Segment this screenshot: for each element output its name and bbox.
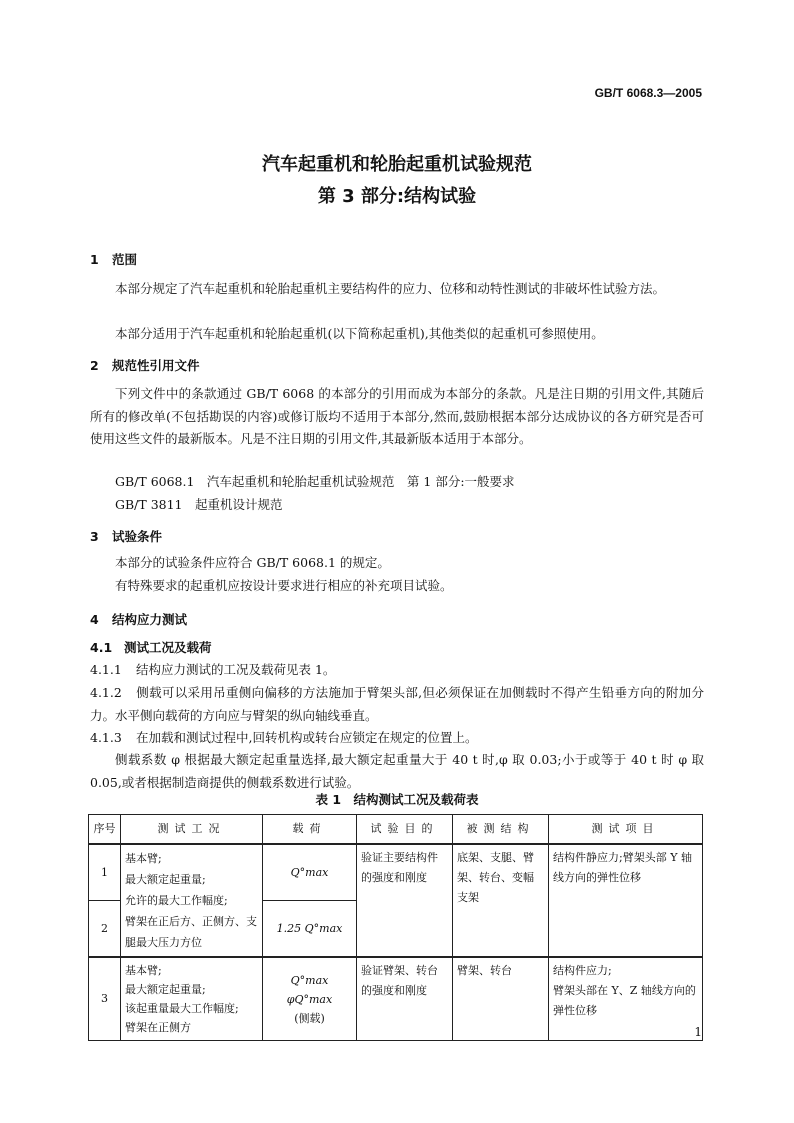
purpose-cell: 验证主要结构件的强度和刚度: [357, 844, 453, 957]
section-3-paragraph-2: 有特殊要求的起重机应按设计要求进行相应的补充项目试验。: [115, 578, 453, 593]
seq-cell: 1: [89, 844, 121, 901]
subsection-4-1-heading: [90, 638, 212, 656]
subsection-number: 4.1: [90, 640, 113, 655]
document-title: 汽车起重机和轮胎起重机试验规范: [262, 154, 532, 175]
clause-number: 4.1.3: [90, 730, 122, 745]
section-title: 规范性引用文件: [112, 358, 200, 373]
section-number: 3: [90, 529, 99, 544]
column-header: 试验目的: [357, 815, 453, 845]
clause-text: 结构应力测试的工况及载荷见表 1。: [136, 662, 336, 677]
section-number: 1: [90, 252, 99, 267]
load-cell: [263, 957, 357, 1041]
section-2-heading: [90, 356, 200, 374]
section-number: 4: [90, 612, 99, 627]
table-header-row: [89, 815, 703, 845]
side-load-note: (侧载): [294, 1011, 325, 1025]
normative-reference-1: GB/T 6068.1 汽车起重机和轮胎起重机试验规范 第 1 部分:一般要求: [115, 474, 515, 489]
items-cell: 结构件静应力;臂架头部 Y 轴线方向的弹性位移: [549, 844, 703, 957]
load-value: Q°max: [290, 973, 329, 987]
load-cell: Q°max: [263, 844, 357, 901]
table-row: [89, 957, 703, 1041]
page-number: 1: [694, 1025, 702, 1039]
section-number: 2: [90, 358, 99, 373]
standard-code: GB/T 6068.3—2005: [594, 86, 702, 100]
subsection-title: 测试工况及载荷: [124, 640, 212, 655]
condition-cell: 基本臂; 最大额定起重量; 该起重量最大工作幅度; 臂架在正侧方: [121, 957, 263, 1041]
load-cell: 1.25 Q°max: [263, 901, 357, 958]
section-1-paragraph-1: 本部分规定了汽车起重机和轮胎起重机主要结构件的应力、位移和动特性测试的非破坏性试验方法。: [115, 281, 666, 296]
section-2-paragraph-1: 下列文件中的条款通过 GB/T 6068 的本部分的引用而成为本部分的条款。凡是注日期的引用文件,其随后所有的修改单(不包括勘误的内容)或修订版均不适用于本部分,然而,鼓励根据本部分达成协议的各方研究是否可使用这些文件的最新版本。凡是不注日期的引用文件,其最新版本适用于本部分。: [90, 386, 704, 446]
clause-4-1-3-paragraph-2: 侧载系数 φ 根据最大额定起重量选择,最大额定起重量大于 40 t 时,φ 取 0.03;小于或等于 40 t 时 φ 取 0.05,或者根据制造商提供的侧载系数进行试验。: [90, 752, 704, 790]
table-row: [89, 844, 703, 901]
structure-cell: 臂架、转台: [453, 957, 549, 1041]
clause-number: 4.1.2: [90, 685, 122, 700]
section-4-heading: [90, 610, 187, 628]
column-header: 测试工况: [121, 815, 263, 845]
section-3-heading: [90, 527, 162, 545]
section-title: 试验条件: [112, 529, 163, 544]
section-title: 范围: [112, 252, 138, 267]
section-1-heading: [90, 250, 137, 268]
normative-reference-2: GB/T 3811 起重机设计规范: [115, 497, 283, 512]
condition-cell: 基本臂; 最大额定起重量; 允许的最大工作幅度; 臂架在正后方、正侧方、支腿最大压力方位: [121, 844, 263, 957]
clause-text: 侧载可以采用吊重侧向偏移的方法施加于臂架头部,但必须保证在加侧载时不得产生铅垂方向的附加分力。水平侧向载荷的方向应与臂架的纵向轴线垂直。: [90, 685, 704, 723]
items-cell: 结构件应力; 臂架头部在 Y、Z 轴线方向的弹性位移: [549, 957, 703, 1041]
document-subtitle: 第 3 部分:结构试验: [317, 186, 477, 207]
column-header: 序号: [89, 815, 121, 845]
seq-cell: 3: [89, 957, 121, 1041]
column-header: 测试项目: [549, 815, 703, 845]
seq-cell: 2: [89, 901, 121, 958]
clause-4-1-3: [90, 727, 704, 750]
section-3-paragraph-1: 本部分的试验条件应符合 GB/T 6068.1 的规定。: [115, 555, 390, 570]
purpose-cell: 验证臂架、转台的强度和刚度: [357, 957, 453, 1041]
column-header: 被测结构: [453, 815, 549, 845]
clause-number: 4.1.1: [90, 662, 122, 677]
structure-cell: 底架、支腿、臂架、转台、变幅支架: [453, 844, 549, 957]
column-header: 载荷: [263, 815, 357, 845]
clause-4-1-2: [90, 682, 704, 727]
clause-4-1-1: [90, 659, 704, 682]
section-1-paragraph-2: 本部分适用于汽车起重机和轮胎起重机(以下简称起重机),其他类似的起重机可参照使用。: [115, 326, 604, 341]
section-title: 结构应力测试: [112, 612, 188, 627]
side-load-value: φQ°max: [286, 992, 333, 1006]
table-title: 表 1 结构测试工况及载荷表: [315, 792, 479, 807]
load-conditions-table: [88, 814, 703, 1041]
clause-text: 在加载和测试过程中,回转机构或转台应锁定在规定的位置上。: [136, 730, 478, 745]
